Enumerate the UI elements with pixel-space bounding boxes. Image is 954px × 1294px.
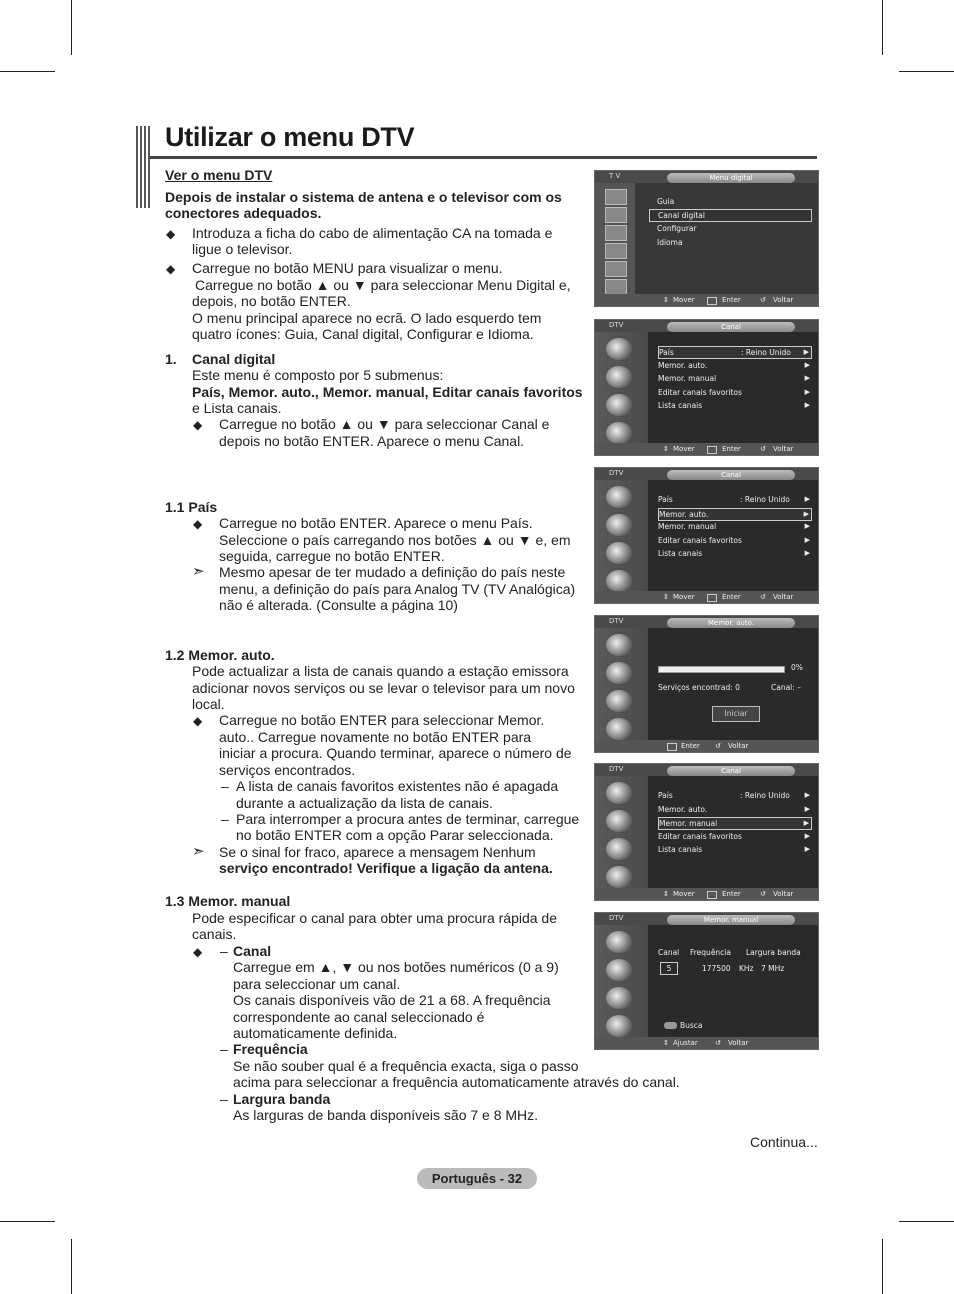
dash-icon: – (221, 778, 229, 794)
digital-menu-icon (605, 279, 627, 295)
screen-footer: ⇕ Ajustar ↺ Voltar (595, 1037, 818, 1049)
satellite-icon (606, 810, 632, 832)
crop-mark (71, 0, 72, 55)
globe-icon (606, 866, 632, 888)
note-icon: ➣ (192, 843, 205, 860)
dash-icon: – (220, 943, 228, 959)
gear-icon (606, 987, 632, 1009)
note-text: não é alterada. (Consulte a página 10) (219, 597, 458, 613)
menu-item-selected[interactable]: Memor. manual ▶ (658, 817, 812, 830)
screen-footer: ⇕ Mover Enter ↺ Voltar (595, 591, 818, 603)
body-text: Pode actualizar a lista de canais quando a estação emissora (192, 663, 569, 679)
menu-item[interactable]: País : Reino Unido ▶ (658, 495, 810, 504)
screen-footer: Enter ↺ Voltar (595, 740, 818, 752)
note-text: serviço encontrado! Verifique a ligação da antena. (219, 860, 553, 876)
screen-footer: ⇕ Mover Enter ↺ Voltar (595, 294, 818, 306)
menu-item[interactable]: Memor. manual ▶ (658, 374, 810, 383)
frequency-value: 177500 (702, 964, 731, 973)
note-text: Se o sinal for fraco, aparece a mensagem Nenhum (219, 844, 536, 860)
body-text: Carregue no botão ENTER para seleccionar Memor. (219, 712, 545, 728)
screen-tag: DTV (609, 765, 624, 773)
screen-title: Memor. auto. (667, 618, 795, 628)
body-text: Se não souber qual é a frequência exacta, siga o passo (233, 1058, 579, 1074)
globe-icon (606, 570, 632, 592)
title-decoration (136, 126, 150, 208)
bullet-icon: ◆ (193, 517, 203, 531)
sub-heading: Canal (233, 943, 272, 959)
body-text: auto.. Carregue novamente no botão ENTER para (219, 729, 532, 745)
body-text: para seleccionar um canal. (233, 976, 401, 992)
menu-item[interactable]: Memor. auto. ▶ (658, 805, 810, 814)
screen-title: Menu digital (667, 173, 795, 183)
memor-manual-screen (594, 912, 819, 1050)
crop-mark (71, 1239, 72, 1294)
body-text: e Lista canais. (192, 400, 282, 416)
search-label[interactable]: Busca (680, 1021, 703, 1030)
note-text: Mesmo apesar de ter mudado a definição do país neste (219, 564, 566, 580)
menu-item[interactable]: Configurar (657, 224, 697, 233)
bullet-icon: ◆ (193, 945, 203, 959)
body-text: local. (192, 696, 225, 712)
gear-icon (606, 838, 632, 860)
menu-item[interactable]: Lista canais ▶ (658, 401, 810, 410)
column-header: Largura banda (746, 948, 801, 957)
bullet-icon: ◆ (193, 714, 203, 728)
satellite-icon (606, 959, 632, 981)
bandwidth-value[interactable]: 7 MHz (761, 964, 785, 973)
bullet-text: quatro ícones: Guia, Canal digital, Configurar e Idioma. (192, 326, 534, 342)
input-icon (605, 261, 627, 277)
canal-screen (594, 319, 819, 456)
satellite-icon (606, 514, 632, 536)
memor-auto-screen (594, 615, 819, 753)
bullet-icon: ◆ (193, 418, 203, 432)
body-text: automaticamente definida. (233, 1025, 398, 1041)
menu-item[interactable]: Editar canais favoritos ▶ (658, 536, 810, 545)
tv-menu-screen (594, 170, 819, 307)
body-text: durante a actualização da lista de canais. (236, 795, 493, 811)
intro-text: Depois de instalar o sistema de antena e o televisor com os conectores adequados. (165, 189, 562, 222)
move-icon: ⇕ (663, 296, 669, 304)
body-text: Para interromper a procura antes de terminar, carregue (236, 811, 580, 827)
dash-icon: – (221, 811, 229, 827)
picture-icon (605, 189, 627, 205)
globe-icon (606, 718, 632, 740)
body-text: Pode especificar o canal para obter uma procura rápida de (192, 910, 557, 926)
gear-icon (606, 542, 632, 564)
menu-item-selected[interactable]: Canal digital (649, 209, 812, 222)
menu-item[interactable]: Idioma (657, 238, 683, 247)
menu-item[interactable]: Lista canais ▶ (658, 549, 810, 558)
bullet-text: Introduza a ficha do cabo de alimentação CA na tomada e ligue o televisor. (192, 225, 553, 258)
guide-icon (606, 486, 632, 508)
section-heading: 1.1 País (165, 499, 218, 515)
body-text: correspondente ao canal seleccionado é (233, 1009, 485, 1025)
bullet-icon: ◆ (166, 227, 176, 241)
menu-item[interactable]: Lista canais ▶ (658, 845, 810, 854)
menu-item[interactable]: Guia (657, 197, 675, 206)
menu-item-selected[interactable]: País : Reino Unido ▶ (658, 346, 812, 359)
start-button[interactable]: Iniciar (712, 706, 760, 722)
body-text: adicionar novos serviços ou se levar o televisor para um novo (192, 680, 575, 696)
menu-item-selected[interactable]: Memor. auto. ▶ (658, 508, 812, 521)
bullet-text: Carregue no botão ▲ ou ▼ para seleccionar Menu Digital e, (195, 277, 571, 293)
crop-mark (899, 71, 954, 72)
body-text: Seleccione o país carregando nos botões ▲ ou ▼ e, em (219, 532, 571, 548)
menu-item[interactable]: Editar canais favoritos ▶ (658, 388, 810, 397)
sub-heading: Largura banda (233, 1091, 331, 1107)
column-header: Frequência (690, 948, 731, 957)
screen-title: Canal (667, 766, 795, 776)
body-text: canais. (192, 926, 237, 942)
dash-icon: – (220, 1041, 228, 1057)
screen-footer: ⇕ Mover Enter ↺ Voltar (595, 888, 818, 900)
screen-tag: DTV (609, 321, 624, 329)
crop-mark (882, 1239, 883, 1294)
sub-heading: Frequência (233, 1041, 308, 1057)
bullet-text: Carregue no botão MENU para visualizar o menu. (192, 260, 503, 276)
section-heading: Canal digital (192, 351, 276, 367)
enter-icon (707, 297, 717, 305)
body-text: seguida, carregue no botão ENTER. (219, 548, 445, 564)
body-text: serviços encontrados. (219, 762, 356, 778)
satellite-icon (606, 662, 632, 684)
screen-tag: DTV (609, 469, 624, 477)
screen-title: Canal (667, 322, 795, 332)
section-heading: Ver o menu DTV (165, 167, 273, 183)
page-number: Português - 32 (417, 1168, 537, 1189)
canal-screen (594, 467, 819, 604)
body-text: Carregue em ▲, ▼ ou nos botões numéricos (0 a 9) (233, 959, 559, 975)
body-text: Os canais disponíveis vão de 21 a 68. A frequência (233, 992, 551, 1008)
guide-icon (606, 931, 632, 953)
menu-item[interactable]: Memor. auto. ▶ (658, 361, 810, 370)
dash-icon: – (220, 1091, 228, 1107)
crop-mark (882, 0, 883, 55)
screen-title: Memor. manual (667, 915, 795, 925)
progress-percent: 0% (791, 663, 803, 672)
bullet-text: depois, no botão ENTER. (192, 293, 351, 309)
body-text: acima para seleccionar a frequência automaticamente através do canal. (233, 1074, 680, 1090)
frequency-unit: KHz (739, 964, 754, 973)
guide-icon (606, 634, 632, 656)
body-text: no botão ENTER com a opção Parar seleccionada. (236, 827, 554, 843)
body-text: Carregue no botão ▲ ou ▼ para seleccionar Canal e (219, 416, 550, 432)
bullet-text: O menu principal aparece no ecrã. O lado esquerdo tem (192, 310, 542, 326)
body-text: A lista de canais favoritos existentes não é apagada (236, 778, 559, 794)
satellite-icon (606, 366, 632, 388)
current-channel: Canal: – (771, 683, 801, 692)
body-text: Este menu é composto por 5 submenus: (192, 367, 444, 383)
canal-screen (594, 763, 819, 901)
screen-tag: DTV (609, 617, 624, 625)
screen-title: Canal (667, 470, 795, 480)
section-number: 1. (165, 351, 177, 367)
crop-mark (899, 1221, 954, 1222)
section-heading: 1.3 Memor. manual (165, 893, 291, 909)
gear-icon (606, 394, 632, 416)
channel-input[interactable]: 5 (660, 962, 678, 975)
green-button-icon (664, 1022, 677, 1029)
continue-text: Continua... (750, 1134, 818, 1150)
setup-icon (605, 243, 627, 259)
column-header: Canal (658, 948, 680, 957)
guide-icon (606, 338, 632, 360)
body-text: iniciar a procura. Quando terminar, aparece o número de (219, 745, 572, 761)
title-rule (150, 156, 817, 159)
services-found: Serviços encontrad: 0 (658, 683, 740, 692)
progress-bar (658, 666, 785, 673)
menu-item[interactable]: Memor. manual ▶ (658, 522, 810, 531)
bullet-icon: ◆ (166, 262, 176, 276)
screen-tag: DTV (609, 914, 624, 922)
guide-icon (606, 782, 632, 804)
page-title: Utilizar o menu DTV (165, 122, 415, 152)
channel-icon (605, 225, 627, 241)
note-text: menu, a definição do país para Analog TV (TV Analógica) (219, 581, 576, 597)
section-heading: 1.2 Memor. auto. (165, 647, 275, 663)
gear-icon (606, 690, 632, 712)
screen-footer: ⇕ Mover Enter ↺ Voltar (595, 443, 818, 455)
body-text: Carregue no botão ENTER. Aparece o menu País. (219, 515, 533, 531)
body-text: depois no botão ENTER. Aparece o menu Canal. (219, 433, 525, 449)
globe-icon (606, 1015, 632, 1037)
body-text: País, Memor. auto., Memor. manual, Editar canais favoritos (192, 384, 583, 400)
return-icon: ↺ (760, 296, 766, 304)
crop-mark (0, 1221, 55, 1222)
globe-icon (606, 422, 632, 444)
menu-item[interactable]: País : Reino Unido ▶ (658, 791, 810, 800)
crop-mark (0, 71, 55, 72)
screen-tag: T V (609, 172, 621, 180)
note-icon: ➣ (192, 563, 205, 580)
menu-item[interactable]: Editar canais favoritos ▶ (658, 832, 810, 841)
sound-icon (605, 207, 627, 223)
body-text: As larguras de banda disponíveis são 7 e 8 MHz. (233, 1107, 539, 1123)
